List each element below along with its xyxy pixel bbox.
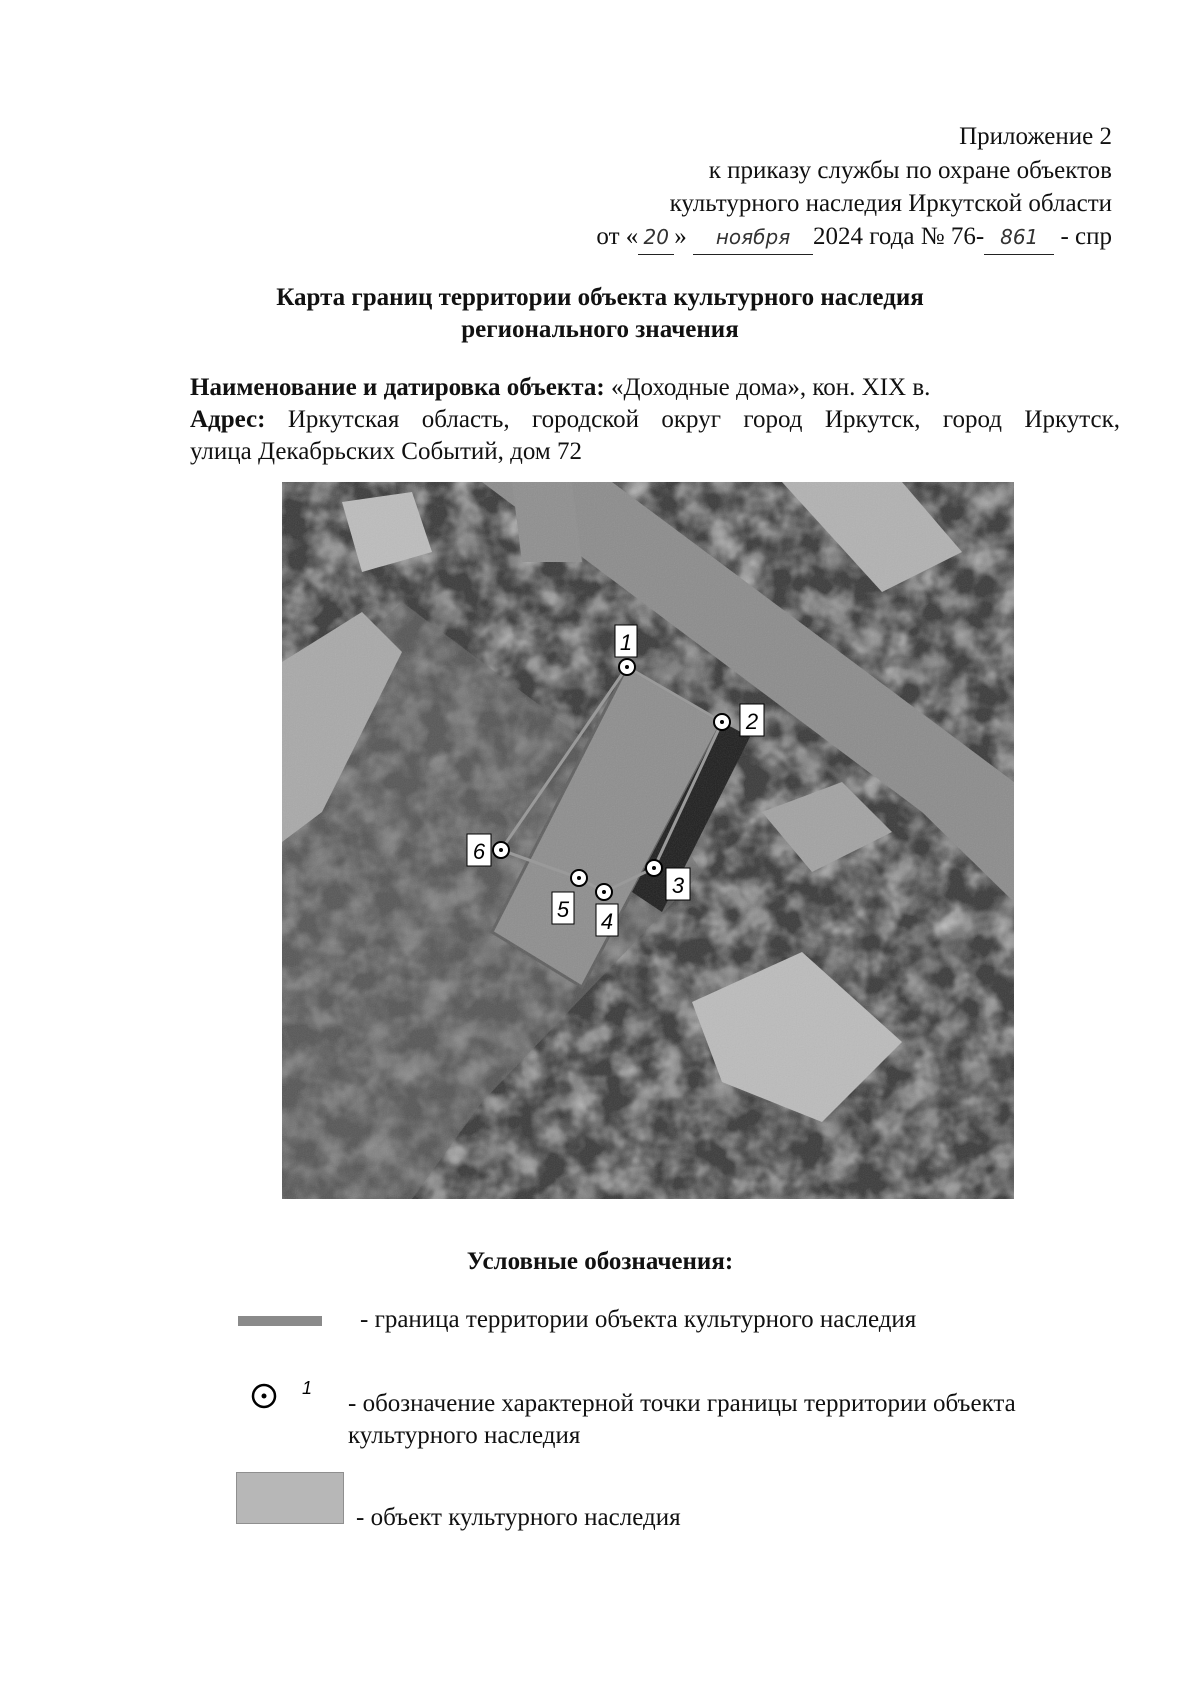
object-name-label: Наименование и датировка объекта: (190, 374, 605, 401)
legend-object-swatch (236, 1472, 344, 1524)
point-label-1: 1 (619, 630, 633, 655)
map-title (0, 282, 1200, 346)
legend-point-symbol (250, 1378, 340, 1414)
map-title-line2: регионального значения (461, 316, 739, 343)
object-address-row (190, 404, 1120, 436)
date-prefix: от « (596, 223, 639, 250)
image-grain (282, 482, 1014, 1199)
date-quote-close: » (674, 223, 687, 250)
order-date-line (596, 220, 1112, 255)
legend-point-text-line2: культурного наследия (348, 1422, 581, 1449)
legend-point-text (348, 1388, 1108, 1452)
address-line1: Иркутская область, городской округ город Иркутск, город Иркутск, (287, 406, 1120, 433)
legend-boundary-swatch (238, 1316, 322, 1326)
object-name-row (190, 372, 1120, 404)
aerial-map (282, 482, 1014, 1199)
point-label-5: 5 (556, 897, 570, 922)
legend-title: Условные обозначения: (466, 1248, 734, 1275)
handwritten-day: 20 (638, 220, 674, 255)
authority-name: культурного наследия Иркутской области (669, 190, 1112, 217)
object-info (190, 372, 1120, 468)
order-reference: к приказу службы по охране объектов (708, 157, 1112, 184)
annex-title: Приложение 2 (959, 123, 1112, 150)
legend-boundary-text: - граница территории объекта культурного наследия (360, 1306, 917, 1333)
address-line2: улица Декабрьских Событий, дом 72 (190, 438, 582, 465)
boundary-point-1 (615, 625, 637, 675)
legend-object-text: - объект культурного наследия (356, 1504, 681, 1531)
object-name-value: «Доходные дома», кон. XIX в. (610, 374, 931, 401)
point-label-4: 4 (600, 909, 614, 934)
handwritten-month: ноября (693, 220, 813, 255)
point-label-3: 3 (671, 873, 685, 898)
map-title-line1: Карта границ территории объекта культурного наследия (276, 284, 924, 311)
point-label-2: 2 (745, 709, 759, 734)
legend-point-text-line1: - обозначение характерной точки границы территории объекта (348, 1390, 1016, 1417)
address-label: Адрес: (190, 406, 266, 433)
order-suffix: - спр (1060, 223, 1112, 250)
order-year: 2024 года № 76- (813, 223, 985, 250)
handwritten-number: 861 (984, 220, 1054, 255)
legend-point-label: 1 (302, 1378, 313, 1398)
point-label-6: 6 (472, 839, 486, 864)
